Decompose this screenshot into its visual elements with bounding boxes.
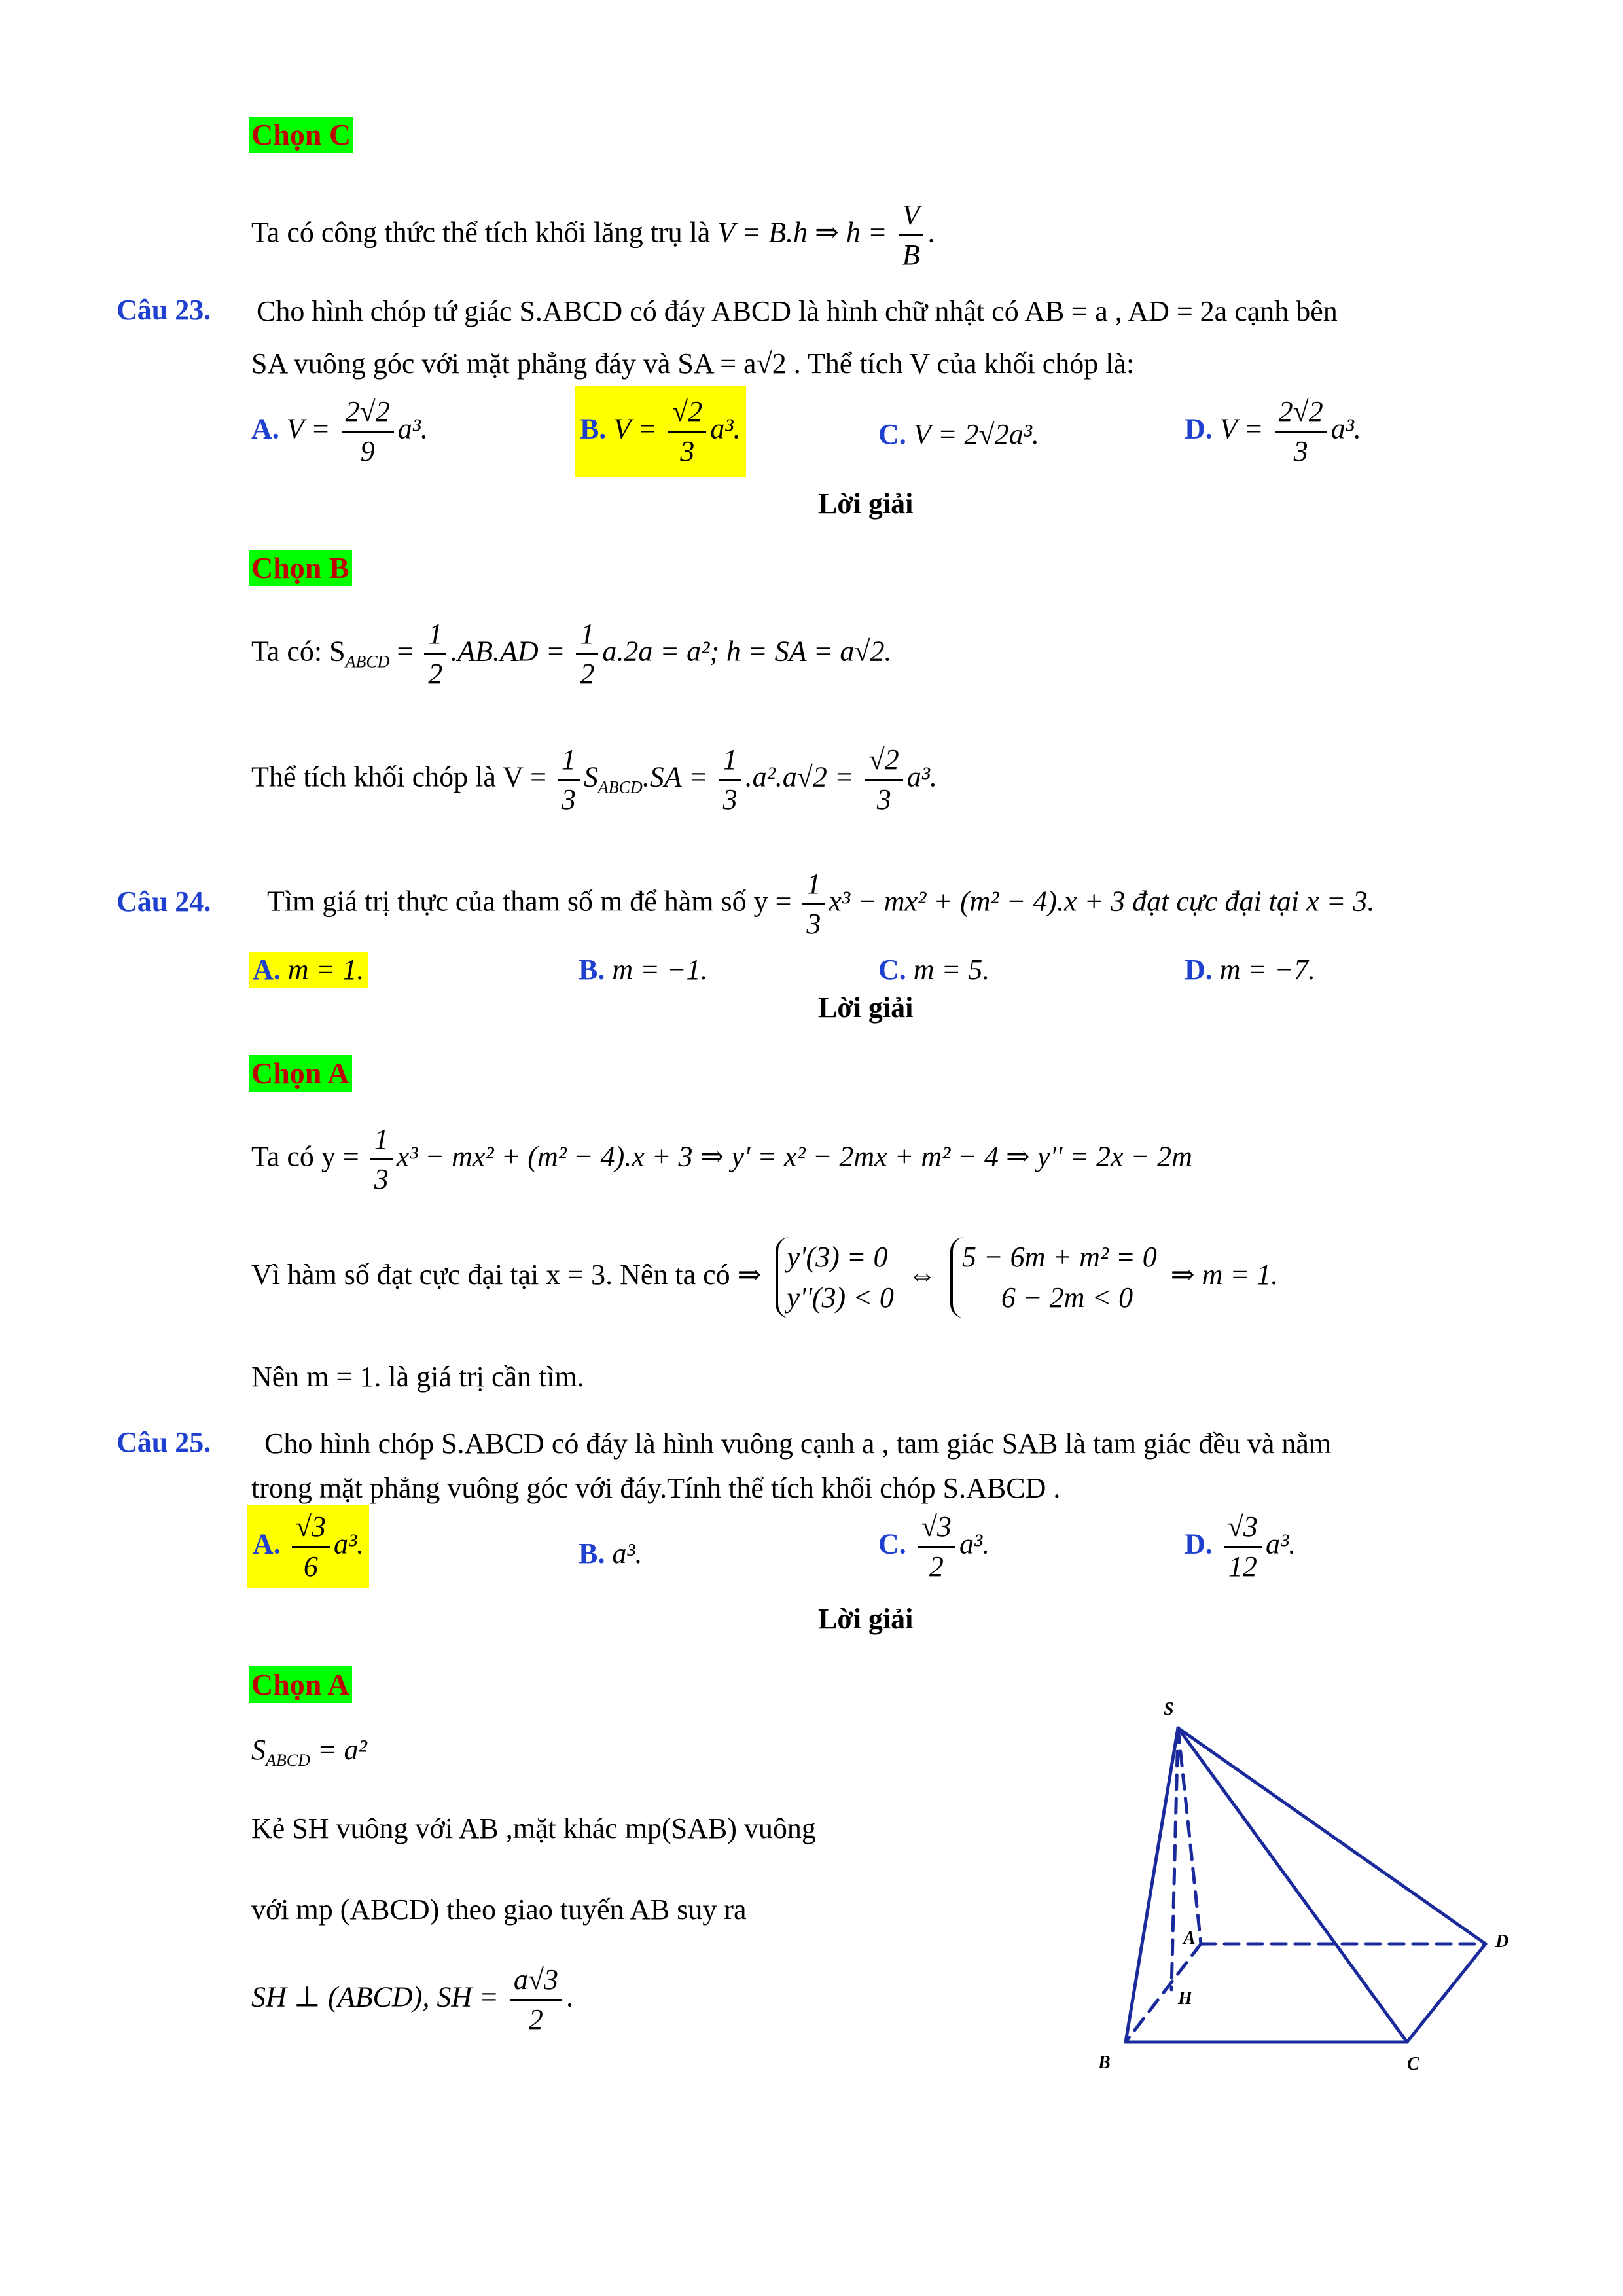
option-label: A.: [251, 412, 279, 445]
frac-den: 2: [428, 658, 443, 690]
question-23-label: Câu 23.: [116, 294, 211, 326]
q23-option-d[interactable]: [1185, 393, 1361, 471]
frac-den: 2: [929, 1551, 944, 1583]
frac-num: V: [899, 196, 924, 236]
vertex-label-a: A: [1183, 1928, 1196, 1948]
frac-num: √3: [1224, 1508, 1262, 1548]
frac-den: 3: [806, 908, 821, 940]
frac-den: 3: [374, 1163, 389, 1195]
frac-den: 9: [360, 435, 375, 467]
option-label: D.: [1185, 1528, 1213, 1560]
question-text: Tìm giá trị thực của tham số m để hàm số y =: [267, 885, 792, 918]
option-text: m = −7.: [1219, 954, 1315, 986]
frac-den: 3: [561, 783, 576, 816]
system-line: y''(3) < 0: [787, 1282, 894, 1314]
question-25-line1: Cho hình chóp S.ABCD có đáy là hình vuông cạnh a , tam giác SAB là tam giác đều và nằm: [264, 1427, 1332, 1460]
vertex-label-b: B: [1098, 2053, 1111, 2073]
edge-sb: [1126, 1728, 1178, 2042]
solution-heading: Lời giải: [818, 992, 914, 1024]
vertex-label-c: C: [1407, 2054, 1419, 2074]
q25-step4: [251, 1961, 573, 2039]
q23-option-c[interactable]: [878, 416, 1039, 453]
frac-num: √3: [918, 1508, 955, 1548]
frac-den: 3: [876, 783, 891, 816]
q25-option-a[interactable]: [247, 1505, 369, 1588]
frac-num: 1: [802, 865, 825, 905]
edge-sd: [1178, 1728, 1486, 1944]
q25-option-c[interactable]: [878, 1508, 990, 1586]
step-text: Thể tích khối chóp là V =: [251, 761, 546, 793]
q24-option-d[interactable]: [1185, 952, 1315, 988]
question-24-label: Câu 24.: [116, 886, 211, 918]
option-label: C.: [878, 418, 906, 450]
q24-option-a[interactable]: [249, 952, 368, 988]
step-text: Ta có: S: [251, 635, 346, 668]
q25-option-d[interactable]: [1185, 1508, 1296, 1586]
option-label: B.: [580, 412, 607, 445]
system-left: [776, 1237, 894, 1318]
step-sub: ABCD: [597, 778, 643, 797]
pyramid-figure: [1086, 1689, 1531, 2134]
q23-option-a[interactable]: [251, 393, 428, 471]
system-line: 5 − 6m + m² = 0: [961, 1241, 1157, 1273]
formula-text: Ta có công thức thể tích khối lăng trụ là: [251, 216, 711, 249]
frac-den: 3: [722, 783, 738, 816]
answer-chon-a: Chọn A: [249, 1666, 352, 1703]
option-text: m = 1.: [287, 954, 365, 986]
step-text: Ta có y =: [251, 1140, 359, 1173]
frac-num: 1: [370, 1121, 393, 1160]
step-text: Vì hàm số đạt cực đại tại x = 3. Nên ta có ⇒: [251, 1259, 762, 1291]
option-post: a³.: [397, 412, 428, 445]
q23-step2: [251, 741, 937, 819]
step-sub: ABCD: [345, 652, 390, 672]
q25-step1: [251, 1732, 367, 1779]
step-math: .SA =: [642, 761, 708, 793]
frac-num: 1: [719, 741, 741, 781]
option-label: B.: [579, 1537, 605, 1570]
step-math: .a².a√2 =: [745, 761, 854, 793]
q23-option-b[interactable]: [575, 386, 746, 477]
solution-heading: Lời giải: [818, 1603, 914, 1635]
option-post: a³.: [1330, 412, 1361, 445]
frac-den: 3: [1293, 435, 1308, 467]
option-post: a³.: [612, 1537, 643, 1570]
frac-num: 2√2: [1275, 393, 1327, 433]
system-line: y'(3) = 0: [787, 1241, 888, 1273]
option-pre: V = 2√2a³.: [913, 418, 1039, 450]
answer-chon-b: Chọn B: [249, 550, 352, 586]
edge-sa: [1178, 1728, 1201, 1944]
question-23-line2: SA vuông góc với mặt phẳng đáy và SA = a√2 . Thể tích V của khối chóp là:: [251, 348, 1135, 380]
option-label: A.: [253, 954, 281, 986]
question-25-label: Câu 25.: [116, 1426, 211, 1458]
step-math: a³.: [906, 761, 937, 793]
option-post: a³.: [710, 412, 741, 445]
edge-cd: [1407, 1944, 1486, 2042]
frac-den: 2: [580, 658, 595, 690]
frac-num: 2√2: [342, 393, 394, 433]
frac-den: 12: [1228, 1551, 1257, 1583]
option-text: m = −1.: [612, 954, 708, 986]
option-pre: V =: [286, 412, 330, 445]
option-pre: V =: [613, 412, 658, 445]
frac-num: √2: [865, 741, 903, 781]
question-24-line1: [267, 865, 1374, 943]
step-math: .AB.AD =: [450, 635, 565, 668]
solution-heading: Lời giải: [818, 488, 914, 520]
option-label: C.: [878, 1528, 906, 1560]
frac-num: 1: [576, 615, 598, 655]
frac-den: 6: [303, 1551, 318, 1583]
edge-sc: [1178, 1728, 1407, 2042]
question-25-line2: trong mặt phẳng vuông góc với đáy.Tính thể tích khối chóp S.ABCD .: [251, 1472, 1061, 1504]
q24-step2: [251, 1237, 1278, 1318]
q24-step1: [251, 1121, 1192, 1198]
option-post: a³.: [959, 1528, 990, 1560]
q24-option-b[interactable]: [579, 952, 708, 988]
question-math: x³ − mx² + (m² − 4).x + 3 đạt cực đại tại x = 3.: [829, 885, 1375, 918]
vertex-label-s: S: [1164, 1699, 1174, 1719]
step-math: S: [251, 1734, 266, 1766]
answer-chon-c: Chọn C: [249, 117, 353, 153]
system-line: 6 − 2m < 0: [1001, 1282, 1133, 1314]
option-post: a³.: [333, 1528, 365, 1560]
step-math: ⇒ m = 1.: [1170, 1259, 1279, 1291]
system-right: [950, 1237, 1157, 1318]
formula-line: Ta có công thức thể tích khối lăng trụ là V = B.h ⇒ h = $\frac{V}{B}$ .: [251, 196, 935, 274]
frac-num: 1: [558, 741, 580, 781]
frac-num: √3: [292, 1508, 330, 1548]
frac-den: 2: [528, 2003, 543, 2036]
vertex-label-h: H: [1178, 1988, 1192, 2009]
step-math: x³ − mx² + (m² − 4).x + 3 ⇒ y' = x² − 2mx + m² − 4 ⇒ y'' = 2x − 2m: [396, 1140, 1192, 1173]
answer-chon-a: Chọn A: [249, 1055, 352, 1092]
option-label: A.: [253, 1528, 281, 1560]
formula-math: V = B.h ⇒ h =: [717, 216, 887, 249]
step-math: .: [565, 1981, 573, 2013]
step-math: a.2a = a²; h = SA = a√2.: [602, 635, 892, 668]
vertex-label-d: D: [1495, 1931, 1509, 1952]
frac-num: 1: [424, 615, 446, 655]
option-label: B.: [579, 954, 605, 986]
step-math: SH ⊥ (ABCD), SH =: [251, 1981, 499, 2013]
frac-den: B: [902, 239, 920, 271]
equiv-symbol: ⇔: [907, 1259, 936, 1291]
frac-den: 3: [680, 435, 695, 467]
q23-step1: [251, 615, 892, 693]
option-pre: V =: [1219, 412, 1264, 445]
step-math: S: [583, 761, 598, 793]
step-sub: ABCD: [266, 1750, 310, 1770]
option-label: D.: [1185, 954, 1213, 986]
question-23-line1: Cho hình chóp tứ giác S.ABCD có đáy ABCD là hình chữ nhật có AB = a , AD = 2a cạnh bên: [257, 295, 1338, 327]
q24-step3: Nên m = 1. là giá trị cần tìm.: [251, 1361, 584, 1393]
step-math: = a²: [317, 1734, 367, 1766]
q25-option-b[interactable]: [579, 1535, 643, 1572]
step-eq: =: [397, 635, 414, 668]
option-post: a³.: [1265, 1528, 1296, 1560]
q24-option-c[interactable]: [878, 952, 990, 988]
frac-num: a√3: [510, 1961, 562, 2001]
option-label: D.: [1185, 412, 1213, 445]
q25-step2: Kẻ SH vuông với AB ,mặt khác mp(SAB) vuông: [251, 1812, 816, 1844]
option-label: C.: [878, 954, 906, 986]
frac-num: √2: [668, 393, 706, 433]
q25-step3: với mp (ABCD) theo giao tuyến AB suy ra: [251, 1893, 747, 1926]
option-text: m = 5.: [913, 954, 990, 986]
